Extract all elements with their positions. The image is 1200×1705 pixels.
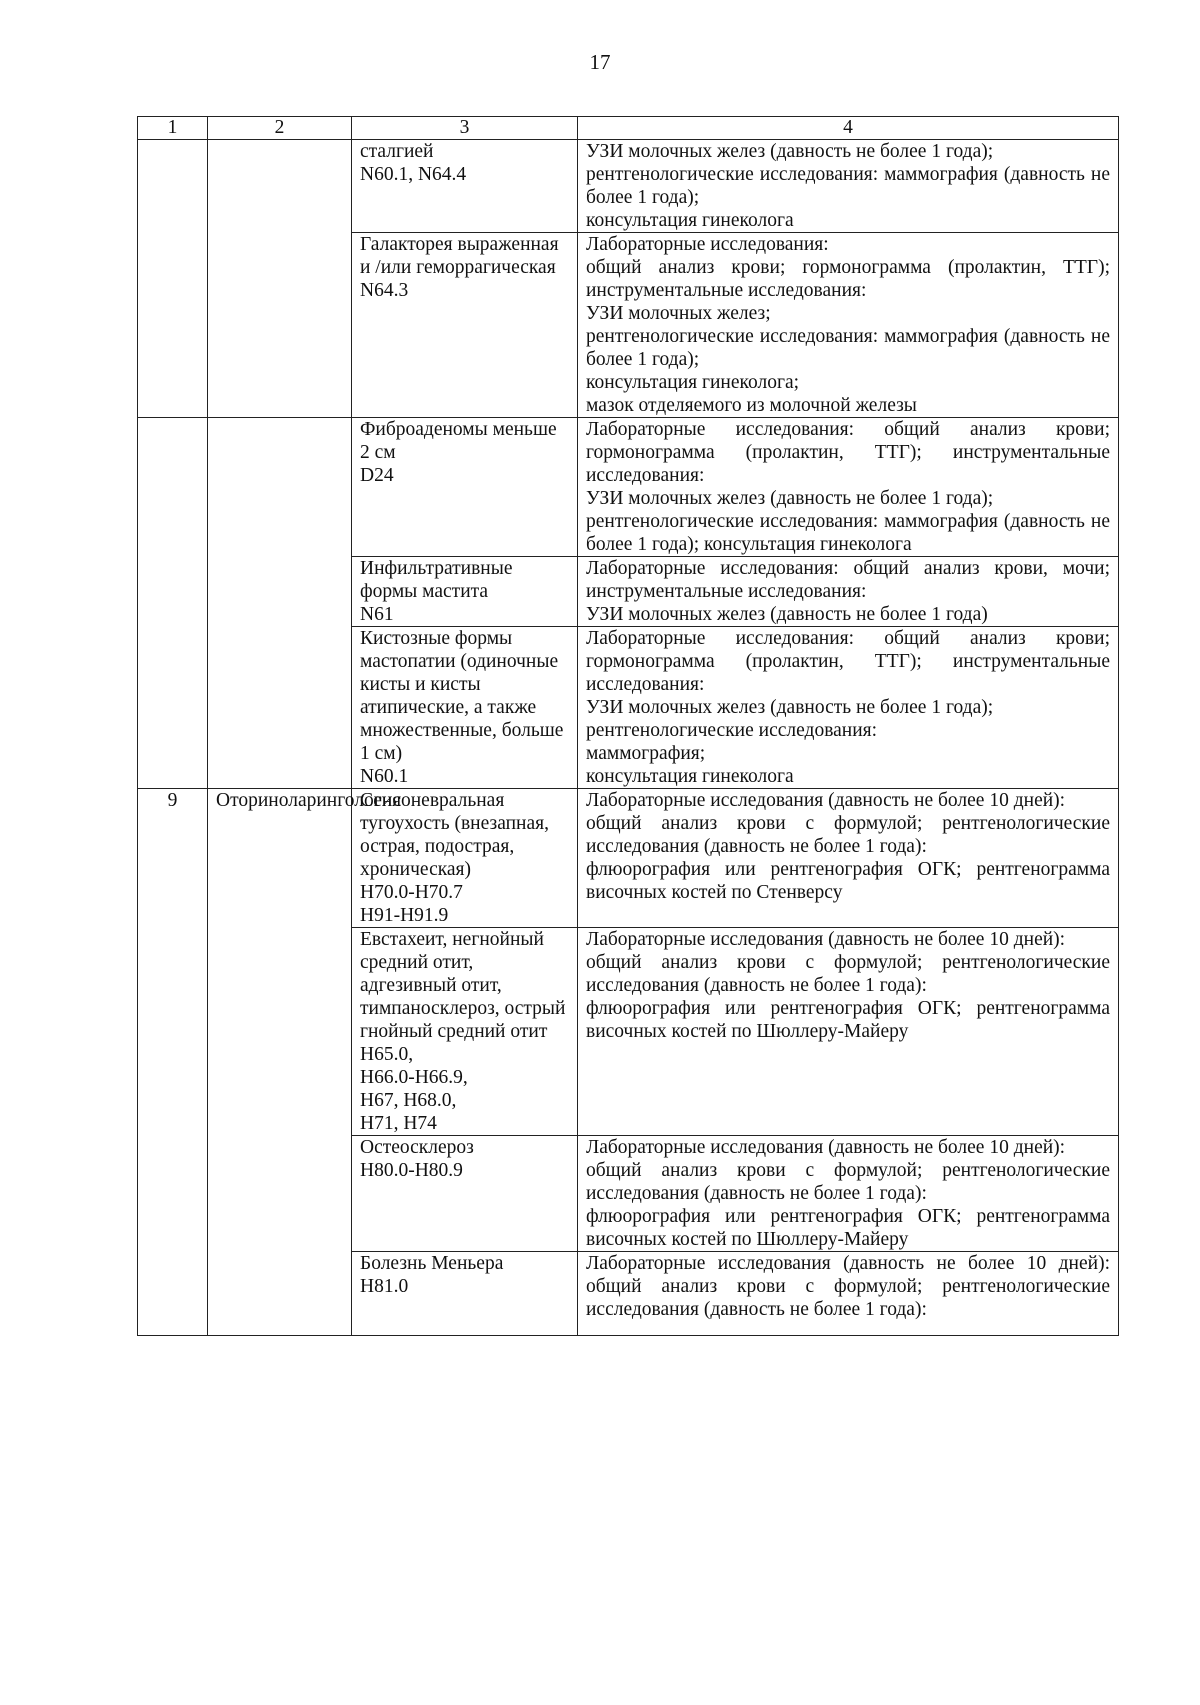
cell-col3 (352, 789, 578, 928)
cell-col2 (208, 1136, 352, 1252)
header-col-4: 4 (578, 117, 1119, 140)
cell-line: Лабораторные исследования (давность не более 10 дней): (586, 790, 1066, 811)
cell-line: Кистозные формы мастопатии (одиночные кисты и кисты атипические, а также множественные, больше 1 см) (360, 628, 564, 764)
header-col-1: 1 (138, 117, 208, 140)
cell-line: рентгенологические исследования: маммография (давность не более 1 года); (586, 164, 1110, 208)
cell-line: Сенсоневральная тугоухость (внезапная, острая, подострая, хроническая) (360, 790, 549, 880)
cell-line: Остеосклероз (360, 1137, 474, 1158)
cell-col4 (578, 418, 1119, 557)
cell-line: N60.1, N64.4 (360, 164, 467, 185)
cell-line: общий анализ крови; гормонограмма (пролактин, ТТГ); инструментальные исследования: (586, 257, 1110, 301)
cell-line: Лабораторные исследования: общий анализ крови; гормонограмма (пролактин, ТТГ); инструментальные исследования: (586, 628, 1110, 695)
table-row (138, 789, 1119, 928)
table-row (138, 233, 1119, 418)
cell-line: Галакторея выраженная и /или геморрагическая (360, 234, 559, 278)
header-col-2: 2 (208, 117, 352, 140)
cell-col1 (138, 928, 208, 1136)
cell-col1: 9 (138, 789, 208, 928)
cell-col1 (138, 1136, 208, 1252)
cell-line: маммография; (586, 743, 706, 764)
cell-line: N61 (360, 604, 394, 625)
cell-line: Болезнь Меньера (360, 1253, 504, 1274)
cell-line: N64.3 (360, 280, 409, 301)
cell-col2 (208, 418, 352, 557)
cell-line: консультация гинеколога (586, 210, 794, 231)
cell-line: УЗИ молочных желез; (586, 303, 771, 324)
cell-col4 (578, 627, 1119, 789)
table-row (138, 1136, 1119, 1252)
page-number: 17 (589, 50, 611, 74)
cell-line: N60.1 (360, 766, 409, 787)
cell-col2 (208, 233, 352, 418)
cell-col2 (208, 557, 352, 627)
cell-line: Лабораторные исследования (давность не более 10 дней): общий анализ крови с формулой; рентгенологические исследования (давность не более 1 года): (586, 1253, 1110, 1320)
cell-col3 (352, 233, 578, 418)
cell-line: Лабораторные исследования: общий анализ крови; гормонограмма (пролактин, ТТГ); инструментальные исследования: (586, 419, 1110, 486)
cell-line: консультация гинеколога (586, 766, 794, 787)
cell-line: Евстахеит, негнойный средний отит, адгезивный отит, тимпаносклероз, острый гнойный средний отит (360, 929, 566, 1042)
cell-line: D24 (360, 465, 394, 486)
table-row (138, 557, 1119, 627)
cell-col1 (138, 233, 208, 418)
table-row (138, 928, 1119, 1136)
cell-line: рентгенологические исследования: маммография (давность не более 1 года); (586, 326, 1110, 370)
cell-col4 (578, 789, 1119, 928)
cell-line: мазок отделяемого из молочной железы (586, 395, 917, 416)
cell-line: H67, H68.0, (360, 1090, 457, 1111)
cell-line: сталгией (360, 141, 434, 162)
cell-col1 (138, 1252, 208, 1336)
cell-col3 (352, 418, 578, 557)
cell-line: Лабораторные исследования (давность не более 10 дней): (586, 1137, 1066, 1158)
cell-col3 (352, 557, 578, 627)
cell-line: общий анализ крови с формулой; рентгенологические исследования (давность не более 1 года): (586, 813, 1110, 857)
cell-line: H91-H91.9 (360, 905, 449, 926)
cell-line: рентгенологические исследования: маммография (давность не более 1 года); консультация гинеколога (586, 511, 1110, 555)
cell-line: УЗИ молочных желез (давность не более 1 года); (586, 488, 994, 509)
cell-line: H81.0 (360, 1276, 409, 1297)
cell-line: консультация гинеколога; (586, 372, 800, 393)
cell-col2 (208, 140, 352, 233)
cell-line: рентгенологические исследования: (586, 720, 878, 741)
cell-col4 (578, 1136, 1119, 1252)
cell-col4 (578, 233, 1119, 418)
cell-col4 (578, 928, 1119, 1136)
cell-line: H71, H74 (360, 1113, 437, 1134)
cell-line: H65.0, (360, 1044, 414, 1065)
cell-col3 (352, 1252, 578, 1336)
cell-line: флюорография или рентгенография ОГК; рентгенограмма височных костей по Стенверсу (586, 859, 1110, 903)
cell-col1 (138, 140, 208, 233)
table-header-row (138, 117, 1119, 140)
cell-line: флюорография или рентгенография ОГК; рентгенограмма височных костей по Шюллеру-Майеру (586, 1206, 1110, 1250)
table-row (138, 418, 1119, 557)
cell-line: УЗИ молочных желез (давность не более 1 года); (586, 141, 994, 162)
cell-col3 (352, 928, 578, 1136)
table-row (138, 140, 1119, 233)
cell-line: УЗИ молочных желез (давность не более 1 года); (586, 697, 994, 718)
cell-line: H80.0-H80.9 (360, 1160, 463, 1181)
cell-line: общий анализ крови с формулой; рентгенологические исследования (давность не более 1 года): (586, 1160, 1110, 1204)
cell-line: Инфильтративные формы мастита (360, 558, 513, 602)
cell-col2 (208, 928, 352, 1136)
cell-col4 (578, 1252, 1119, 1336)
cell-line: H70.0-H70.7 (360, 882, 463, 903)
cell-col3 (352, 140, 578, 233)
cell-line: флюорография или рентгенография ОГК; рентгенограмма височных костей по Шюллеру-Майеру (586, 998, 1110, 1042)
cell-line: H66.0-H66.9, (360, 1067, 468, 1088)
header-col-3: 3 (352, 117, 578, 140)
cell-col4 (578, 557, 1119, 627)
cell-col1 (138, 557, 208, 627)
cell-line: Лабораторные исследования (давность не более 10 дней): (586, 929, 1066, 950)
cell-line: Лабораторные исследования: (586, 234, 829, 255)
cell-col1 (138, 418, 208, 557)
cell-col2 (208, 1252, 352, 1336)
cell-col3 (352, 1136, 578, 1252)
cell-col2 (208, 627, 352, 789)
cell-line: Фиброаденомы меньше 2 см (360, 419, 557, 463)
cell-col4 (578, 140, 1119, 233)
cell-line: Лабораторные исследования: общий анализ крови, мочи; инструментальные исследования: (586, 558, 1110, 602)
table-row (138, 627, 1119, 789)
cell-col3 (352, 627, 578, 789)
table-row (138, 1252, 1119, 1336)
cell-line: общий анализ крови с формулой; рентгенологические исследования (давность не более 1 года): (586, 952, 1110, 996)
cell-col1 (138, 627, 208, 789)
cell-col2: Оториноларингология (208, 789, 352, 928)
cell-line: УЗИ молочных желез (давность не более 1 года) (586, 604, 988, 625)
requirements-table (137, 116, 1119, 1336)
